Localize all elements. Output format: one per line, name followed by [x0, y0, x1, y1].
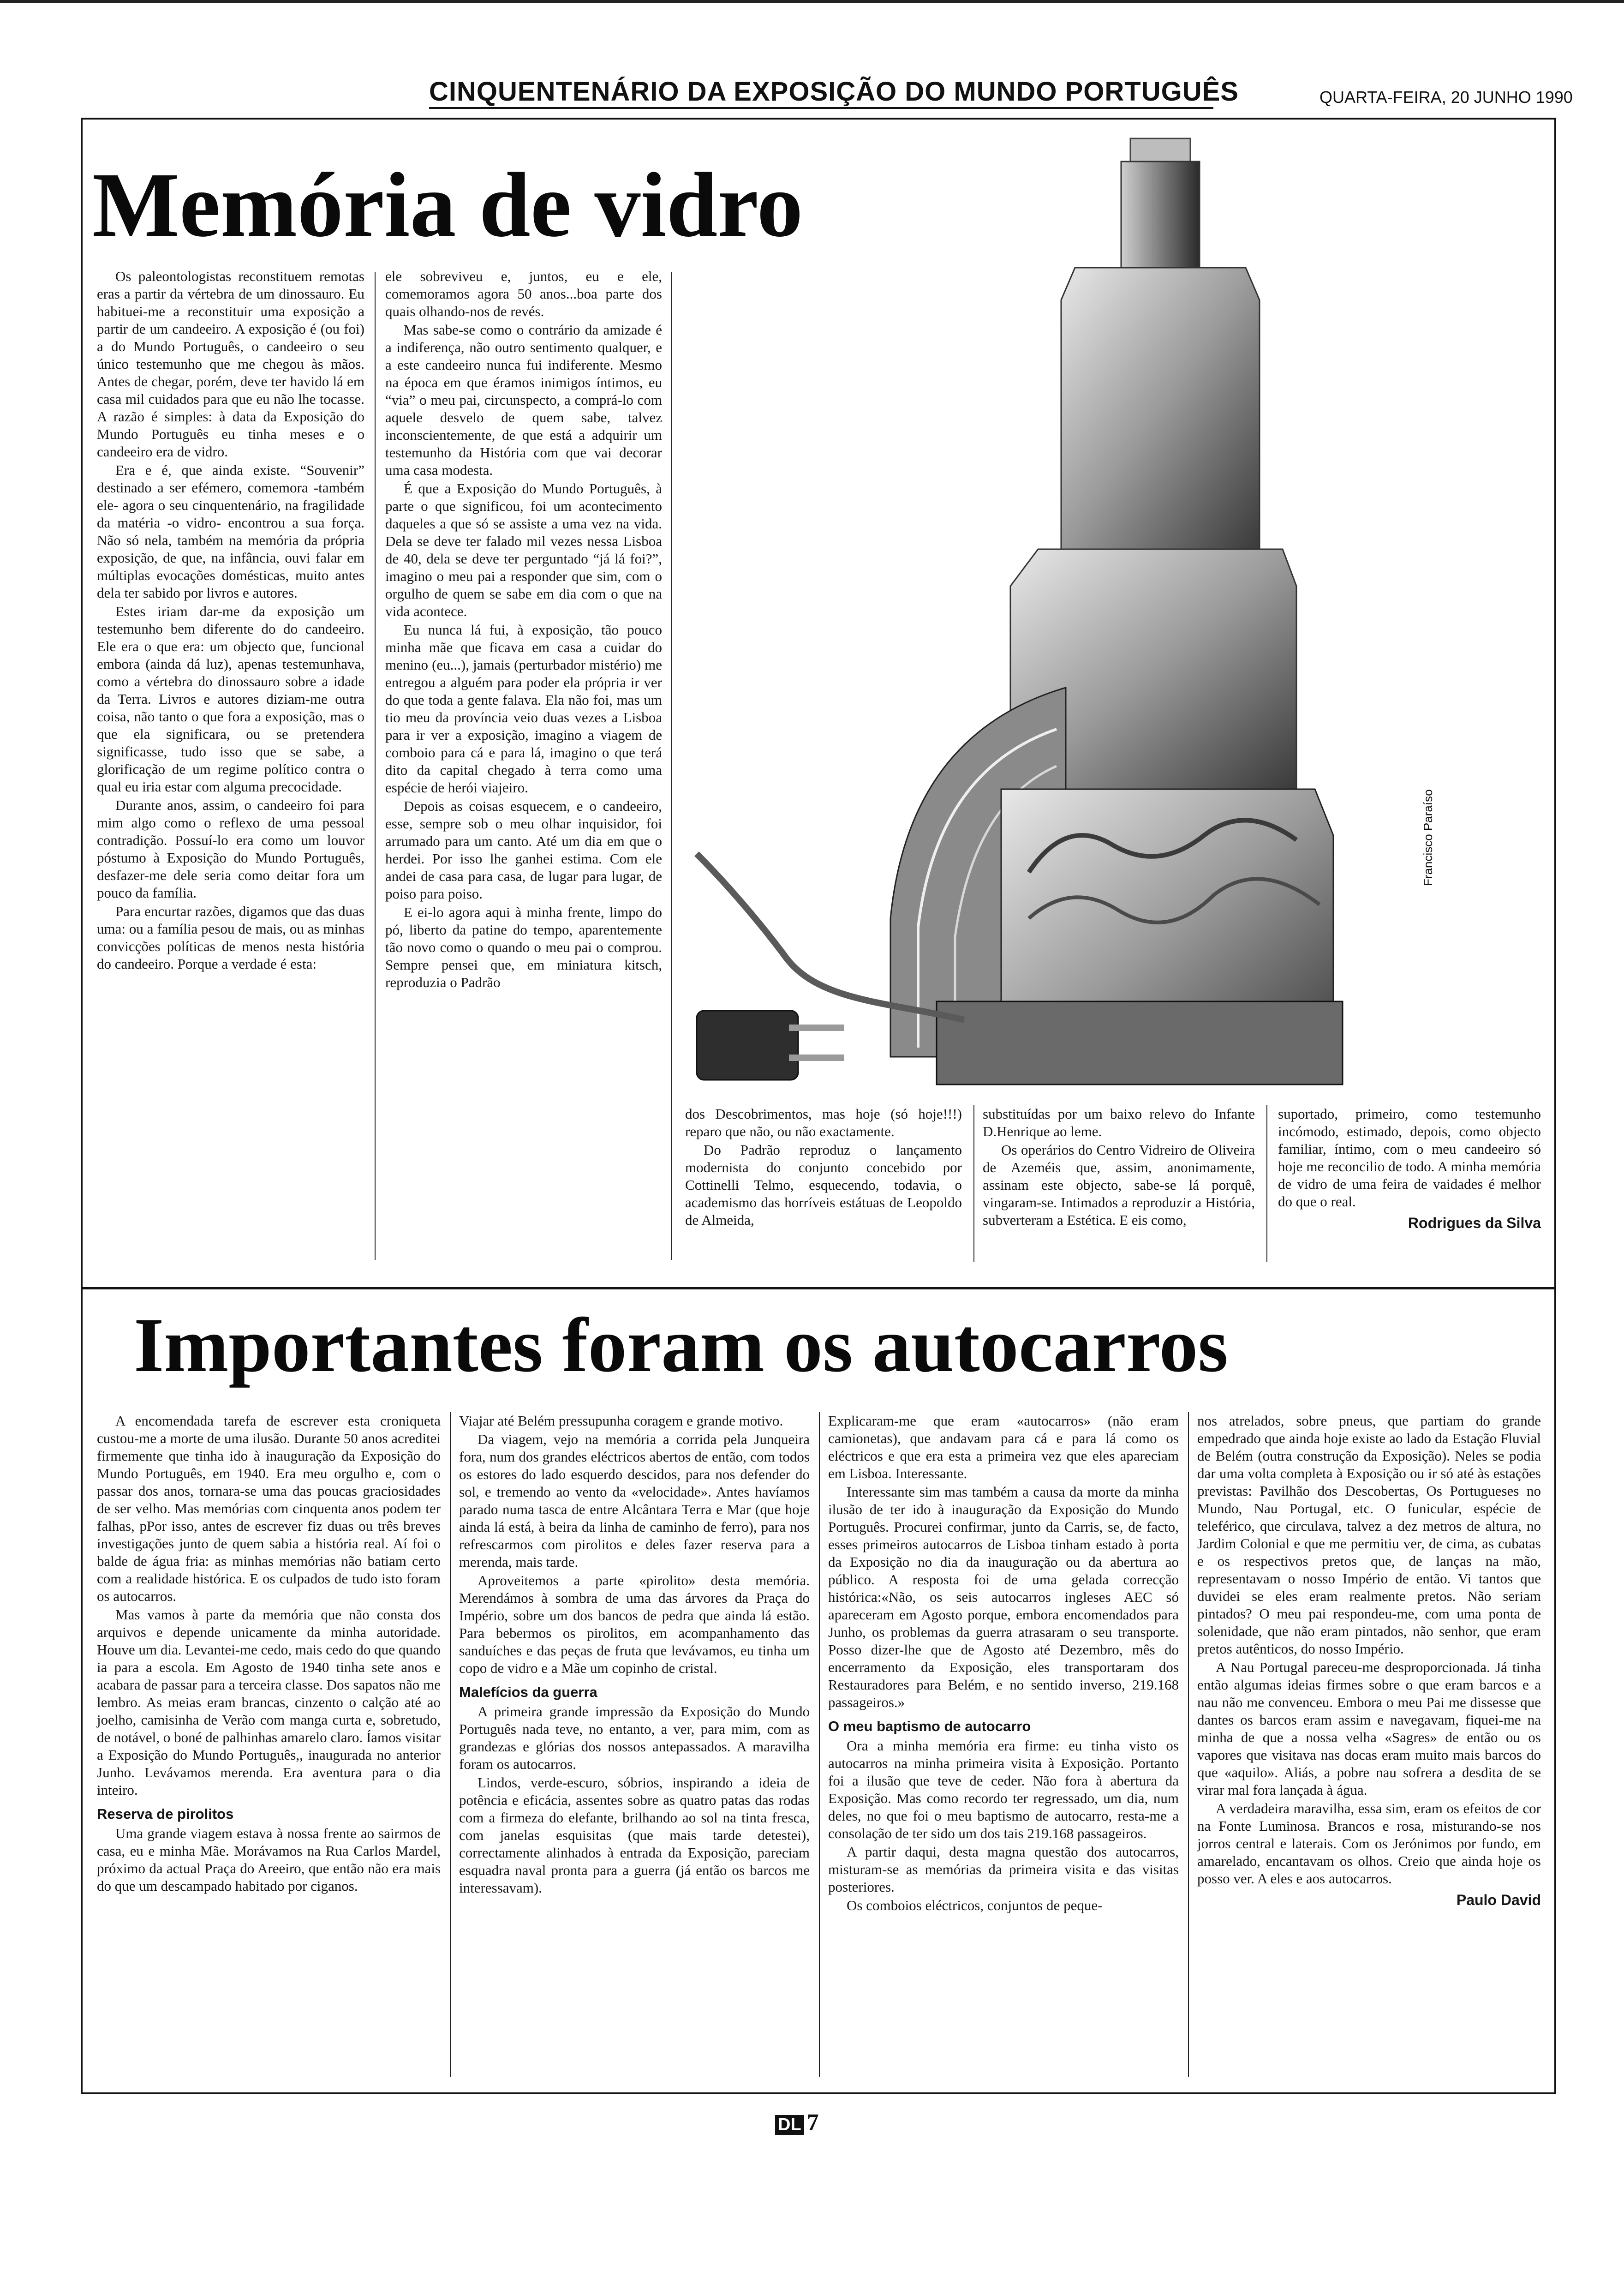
- paragraph: Os comboios eléctricos, conjuntos de peque-: [847, 1897, 1103, 1913]
- paragraph: É que a Exposição do Mundo Português, à parte o que significou, foi um acontecimento daqueles a que só se assiste a uma vez na vida. Dela se deve ter falado mil vezes nessa Lisboa de 40, dela se deve ter perguntado “já lá foi?”, imagino o meu pai a responder que sim, com o orgulho de quem se sabe em dia com o que na vida acontece.: [385, 480, 662, 619]
- photo-credit: Francisco Paraíso: [1421, 789, 1435, 886]
- article1-column-3: [685, 1105, 962, 1229]
- issue-date: QUARTA-FEIRA, 20 JUNHO 1990: [1320, 88, 1573, 107]
- article2-column-2: [459, 1412, 810, 1897]
- paragraph: Da viagem, vejo na memória a corrida pela Junqueira fora, num dos grandes eléctricos abertos de então, com todos os estores do lado esquerdo descidos, para nos defender do sol, e tremendo ao vento da «velocidade». Antes havíamos parado numa tasca de entre Alcântara Terra e Mar (que hoje ainda lá está, à beira da linha de caminho de ferro), para nos refrescarmos com pirolitos e deles fazer reserva para a merenda, mais tarde.: [459, 1431, 810, 1570]
- paragraph: A Nau Portugal pareceu-me desproporcionada. Já tinha então algumas ideias firmes sobre o que eram barcos e a nau não me convenceu. Embora o meu Pai me dissesse que dantes os barcos eram assim e navegavam, fiquei-me na minha de que a nossa velha «Sagres» de então ou os vapores que visitava nas docas eram muito mais barcos do que «aquilo». Aliás, a pobre nau sofrera a desdita de se virar mal fora lançada à água.: [1197, 1659, 1541, 1798]
- column-divider: [819, 1412, 820, 2077]
- paragraph: Aproveitemos a parte «pirolito» desta memória. Merendámos à sombra de uma das árvores da Praça do Império, sobre um dos bancos de pedra que ainda lá estão. Para bebermos os pirolitos, em acompanhamento das sanduíches e das peças de fruta que levávamos, eu tinha um copo de vidro e a Mãe um copinho de cristal.: [459, 1572, 810, 1676]
- paragraph: A verdadeira maravilha, essa sim, eram os efeitos de cor na Fonte Luminosa. Brancos e rosa, misturando-se nos jorros central e laterais. Com os Jerónimos por fundo, em amarelado, encantavam os olhos. Creio que ainda hoje os posso ver. A eles e aos autocarros.: [1197, 1800, 1541, 1887]
- paragraph: Durante anos, assim, o candeeiro foi para mim algo como o reflexo de uma pessoal contradição. Possuí-lo era como um louvor póstumo à Exposição do Mundo Português, desfazer-me dele seria como deitar fora um pouco da família.: [97, 797, 364, 901]
- section-title-underline: [429, 107, 1213, 109]
- column-divider: [1266, 1105, 1267, 1262]
- paragraph: A primeira grande impressão da Exposição do Mundo Português nada teve, no entanto, a ver, para mim, com as grandezas e glórias dos nossos antepassados. A maravilha foram os autocarros.: [459, 1703, 810, 1772]
- paragraph: Do Padrão reproduz o lançamento modernista do conjunto concebido por Cottinelli Telmo, esquecendo, todavia, o academismo das horríveis estátuas de Leopoldo de Almeida,: [685, 1142, 962, 1228]
- article1-column-1: [97, 268, 364, 973]
- column-divider: [450, 1412, 451, 2077]
- article1-column-2: [385, 268, 662, 991]
- paragraph: Os operários do Centro Vidreiro de Oliveira de Azeméis que, assim, anonimamente, assinam este objecto, sabe-se lá porquê, vingaram-se. Intimados a reproduzir a História, subverteram a Estética. E eis como,: [983, 1142, 1255, 1228]
- column-divider: [973, 1105, 974, 1262]
- brand-mark: DL: [775, 2115, 804, 2135]
- paragraph: Interessante sim mas também a causa da morte da minha ilusão de ter ido à inauguração da Exposição do Mundo Português. Procurei confirmar, junto da Carris, se, de facto, esses primeiros autocarros de Lisboa tinham estado à porta da Exposição no dia da inauguração ou da abertura ao público. A resposta foi de uma gelada correcção histórica:«Não, os seis autocarros ingleses AEC só apareceram em Agosto porque, embora encomendados para Junho, os problemas da guerra atrasaram o seu transporte. Posso dizer-lhe que de Agosto até Dezembro, mês do encerramento da Exposição, eles transportaram dos Restauradores para Belém, e no sentido inverso, 219.168 passageiros.»: [828, 1484, 1179, 1710]
- paragraph: Ora a minha memória era firme: eu tinha visto os autocarros na minha primeira visita à Exposição. Portanto foi a ilusão que teve de ceder. Não fora à abertura da Exposição. Mas como recordo ter regressado, um dia, num deles, no que foi o meu baptismo de autocarro, resta-me a consolação de ter sido um dos tais 219.168 passageiros.: [828, 1738, 1179, 1841]
- glass-lamp-photo: [678, 134, 1490, 1094]
- paragraph: Estes iriam dar-me da exposição um testemunho bem diferente do do candeeiro. Ele era o que era: um objecto que, funcional embora (ainda dá luz), apenas testemunhava, como a vértebra do dinossauro sobre a idade da Terra. Livros e autores diziam-me outra coisa, não tanto o que fora a exposição, mas o que ela significara, ou se pretendera significasse, tudo isso que se sabe, a glorificação de um regime político contra o qual eu iria estar com alguma precocidade.: [97, 603, 364, 795]
- paragraph: Mas sabe-se como o contrário da amizade é a indiferença, não outro sentimento qualquer, e a este candeeiro nunca fui indiferente. Mesmo na época em que éramos inimigos íntimos, eu “via” o meu pai, circunspecto, a comprá-lo com aquele desvelo de quem sabe, talvez inconscientemente, de que está a adquirir um testemunho da História com que vai decorar uma casa modesta.: [385, 322, 662, 478]
- paragraph: ele sobreviveu e, juntos, eu e ele, comemoramos agora 50 anos...boa parte dos quais olhando-nos de revés.: [385, 268, 662, 319]
- article2-column-1: [97, 1412, 441, 1895]
- subheading: Malefícios da guerra: [459, 1684, 597, 1700]
- paragraph: Depois as coisas esquecem, e o candeeiro, esse, sempre sob o meu olhar inquisidor, foi arrumado para um canto. Até um dia em que o herdei. Por isso lhe ganhei estima. Com ele andei de casa para casa, de lugar para lugar, de poiso para poiso.: [385, 798, 662, 902]
- top-rule: [0, 0, 1624, 3]
- article2-byline: Paulo David: [1456, 1892, 1541, 1908]
- page-folio: [775, 2109, 819, 2136]
- paragraph: nos atrelados, sobre pneus, que partiam do grande empedrado que ainda hoje existe ao lado da Estação Fluvial de Belém (outra construção da Exposição). Neles se podia dar uma volta completa à Exposição ou ir só até às estações previstas: Pavilhão dos Descobertas, Os Portugueses no Mundo, Nau Portugal, etc. O funicular, espécie de teleférico, que circulava, talvez a dez metros de altura, no Jardim Colonial e que me permitiu ver, de cima, as cubatas e os respectivos pretos que, de lanças na mão, representavam o nosso Império de então. Vi tantos que duvidei se eles eram realmente pretos. Não seriam pintados? O meu pai respondeu-me, com uma ponta de solenidade, que não eram pintados, não senhor, que eram pretos autênticos, do nosso Império.: [1197, 1413, 1541, 1657]
- paragraph: A partir daqui, desta magna questão dos autocarros, misturam-se as memórias da primeira visita e das visitas posteriores.: [828, 1844, 1179, 1895]
- column-divider: [671, 272, 672, 1260]
- paragraph: substituídas por um baixo relevo do Infante D.Henrique ao leme.: [983, 1106, 1255, 1139]
- article1-column-4: [983, 1105, 1255, 1229]
- paragraph: dos Descobrimentos, mas hoje (só hoje!!!) reparo que não, ou não exactamente.: [685, 1106, 962, 1139]
- subheading: Reserva de pirolitos: [97, 1806, 234, 1822]
- column-divider: [1188, 1412, 1189, 2077]
- article2-column-3: [828, 1412, 1179, 1914]
- paragraph: Explicaram-me que eram «autocarros» (não eram camionetas), que andavam para cá e para lá como os eléctricos e que era esta a primeira vez que eles apareciam em Lisboa. Interessante.: [828, 1413, 1179, 1481]
- paragraph: E ei-lo agora aqui à minha frente, limpo do pó, liberto da patine do tempo, aparentemente tão novo como o quando o meu pai o comprou. Sempre pensei que, em miniatura kitsch, reproduzia o Padrão: [385, 904, 662, 990]
- page-number: 7: [806, 2109, 819, 2136]
- paragraph: Era e é, que ainda existe. “Souvenir” destinado a ser efémero, comemora -também ele- agora o seu cinquentenário, na fragilidade da matéria -o vidro- encontrou a sua força. Não só nela, também na memória da própria exposição, de que, na infância, ouvi falar em múltiplas evocações domésticas, muito antes dela ter sabido por livros e autores.: [97, 462, 364, 601]
- article1-byline: Rodrigues da Silva: [1408, 1215, 1541, 1231]
- paragraph: Eu nunca lá fui, à exposição, tão pouco minha mãe que ficava em casa a cuidar do menino (eu...), jamais (perturbador mistério) me entregou a alguém para poder ela própria ir ver do que toda a gente falava. Ela não foi, mas um tio meu da província veio duas vezes a Lisboa para ir ver a exposição, imagino a viagem de comboio para cá e para lá, imagino o que terá dito da capital chegado à terra como uma espécie de herói viajeiro.: [385, 622, 662, 796]
- paragraph: Lindos, verde-escuro, sóbrios, inspirando a ideia de potência e eficácia, assentes sobre as quatro patas das rodas com a firmeza do elefante, brilhando ao sol na tinta fresca, com janelas esquisitas (que mais tarde detestei), correctamente alinhados à entrada da Exposição, pareciam esquadra naval pronta para a guerra (já então os barcos me interessavam).: [459, 1774, 810, 1896]
- paragraph: suportado, primeiro, como testemunho incómodo, estimado, depois, como objecto familiar, íntimo, com o meu candeeiro só hoje me reconcilio de todo. A minha memória de vidro de uma feira de vaidades é melhor do que o real.: [1278, 1106, 1541, 1210]
- article1-headline: Memória de vidro: [92, 154, 803, 256]
- paragraph: Os paleontologistas reconstituem remotas eras a partir da vértebra de um dinossauro. Eu habituei-me a reconstituir uma exposição a partir de um candeeiro. A exposição é (ou foi) a do Mundo Português, o candeeiro o seu único testemunho que me chegou às mãos. Antes de chegar, porém, deve ter havido lá em casa mil cuidados para que eu não lhe tocasse. A razão é simples: à data da Exposição do Mundo Português eu tinha meses e o candeeiro era de vidro.: [97, 268, 364, 460]
- paragraph: Mas vamos à parte da memória que não consta dos arquivos e depende unicamente da minha autoridade. Houve um dia. Levantei-me cedo, mais cedo do que quando ia para a escola. Em Agosto de 1940 tinha sete anos e acabara de passar para a terceira classe. Dos sapatos não me lembro. As meias eram brancas, cinzento o calção até ao joelho, camisinha de Verão com manga curta e, sobretudo, de notável, o boné de palhinhas amarelo claro. Íamos visitar a Exposição do Mundo Português,, inaugurada no anterior Junho. Levávamos merenda. Era aventura para o dia inteiro.: [97, 1606, 441, 1798]
- article1-column-5: [1278, 1105, 1541, 1232]
- article2-column-4: [1197, 1412, 1541, 1909]
- paragraph: Viajar até Belém pressupunha coragem e grande motivo.: [459, 1413, 783, 1429]
- article2-headline: Importantes foram os autocarros: [134, 1302, 1228, 1388]
- column-divider: [375, 272, 376, 1260]
- section-title: CINQUENTENÁRIO DA EXPOSIÇÃO DO MUNDO PORTUGUÊS: [429, 77, 1239, 107]
- paragraph: Uma grande viagem estava à nossa frente ao sairmos de casa, eu e minha Mãe. Morávamos na Rua Carlos Mardel, próximo da actual Praça do Areeiro, que então não era mais do que um descampado habitado por ciganos.: [97, 1825, 441, 1894]
- paragraph: Para encurtar razões, digamos que das duas uma: ou a família pesou de mais, ou as minhas convicções políticas de menos nesta história do candeeiro. Porque a verdade é esta:: [97, 903, 364, 972]
- paragraph: A encomendada tarefa de escrever esta croniqueta custou-me a morte de uma ilusão. Durante 50 anos acreditei firmemente que tinha ido à inauguração da Exposição do Mundo Português, em 1940. Era meu orgulho e, com o passar dos anos, tornara-se uma das poucas graciosidades de ser velho. Mas memórias com cinquenta anos podem ter falhas, pPor isso, antes de escrever fiz duas ou três breves investigações junto de quem sabia a história real. Aí foi o balde de água fria: as minhas memórias não batiam certo com a realidade histórica. E os culpados de tudo isto foram os autocarros.: [97, 1413, 441, 1604]
- subheading: O meu baptismo de autocarro: [828, 1718, 1031, 1734]
